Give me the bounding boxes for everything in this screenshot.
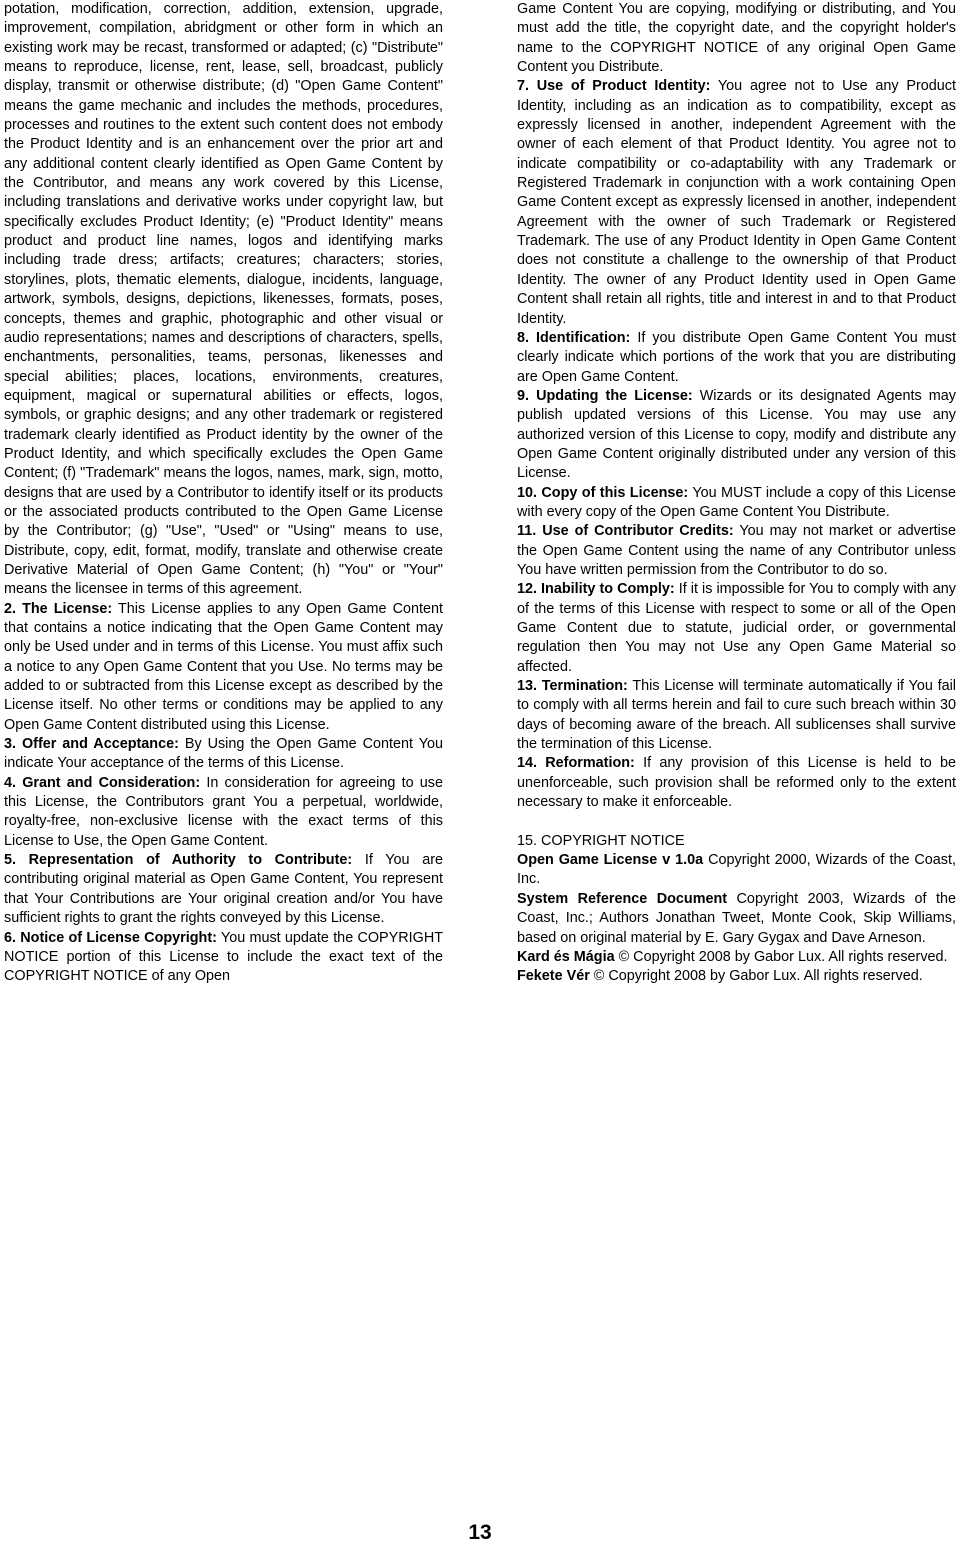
copyright-entry-heading: Open Game License v 1.0a	[517, 852, 704, 869]
section-13-termination: 13. Termination: This License will terminate automatically if You fail to comply with all terms herein and fail to cure such breach within 30 days of becoming aware of the breach. All sublicenses shall survive the termination of this License.	[517, 678, 956, 753]
copyright-entry-ogl: Open Game License v 1.0a Copyright 2000, Wizards of the Coast, Inc.	[517, 852, 956, 888]
copyright-entry-heading: System Reference Document	[517, 890, 728, 907]
section-heading: 7. Use of Product Identity:	[517, 78, 711, 95]
copyright-entry-srd: System Reference Document Copyright 2003, Wizards of the Coast, Inc.; Authors Jonathan Tweet, Monte Cook, Skip Williams, based on original material by E. Gary Gygax and Dave Arneson.	[517, 890, 956, 946]
right-column	[517, 0, 956, 987]
section-7-use-of-product-identity: 7. Use of Product Identity: You agree not to Use any Product Identity, including as an indication as to compatibility, except as expressly licensed in another, independent Agreement with the owner of each element of that Product Identity. You agree not to indicate compatibility or co-adaptability with any Trademark or Registered Trademark in conjunction with a work containing Open Game Content except as expressly licensed in another, independent Agreement with the owner of such Trademark or Registered Trademark. The use of any Product Identity in Open Game Content does not constitute a challenge to the ownership of that Product Identity. The owner of any Product Identity used in Open Game Content shall retain all rights, title and interest in and to that Product Identity.	[517, 78, 956, 327]
section-3-offer-and-acceptance: 3. Offer and Acceptance: By Using the Open Game Content You indicate Your acceptance of the terms of this License.	[4, 736, 443, 772]
copyright-entry-heading: Kard és Mágia	[517, 948, 615, 965]
section-12-inability-to-comply: 12. Inability to Comply: If it is impossible for You to comply with any of the terms of this License with respect to some or all of the Open Game Content due to statute, judicial order, or governmental regulation then You may not Use any Open Game Material so affected.	[517, 581, 956, 675]
section-heading: 9. Updating the License:	[517, 387, 693, 404]
section-heading: 12. Inability to Comply:	[517, 581, 675, 598]
section-10-copy-of-this-license: 10. Copy of this License: You MUST include a copy of this License with every copy of the Open Game Content You Distribute.	[517, 484, 956, 520]
copyright-notice-title: 15. COPYRIGHT NOTICE	[517, 832, 685, 849]
section-heading: 4. Grant and Consideration:	[4, 774, 201, 791]
section-spacer	[517, 812, 956, 831]
section-2-the-license: 2. The License: This License applies to any Open Game Content that contains a notice indicating that the Open Game Content may only be Used under and in terms of this License. You must affix such a notice to any Open Game Content that you Use. No terms may be added to or subtracted from this License except as described by the License itself. No other terms or conditions may be applied to any Open Game Content distributed using this License.	[4, 600, 443, 733]
section-heading: 3. Offer and Acceptance:	[4, 736, 179, 753]
section-9-updating-the-license: 9. Updating the License: Wizards or its designated Agents may publish updated versions of this License. You may use any authorized version of this License to copy, modify and distribute any Open Game Content originally distributed under any version of this License.	[517, 387, 956, 482]
section-8-identification: 8. Identification: If you distribute Open Game Content You must clearly indicate which portions of the work that you are distributing are Open Game Content.	[517, 329, 956, 385]
copyright-entry-kard-es-magia: Kard és Mágia © Copyright 2008 by Gabor Lux. All rights reserved.	[517, 948, 948, 965]
section-heading: 13. Termination:	[517, 678, 628, 695]
section-heading: 11. Use of Contributor Credits:	[517, 523, 734, 540]
section-heading: 2. The License:	[4, 600, 113, 617]
copyright-entry-heading: Fekete Vér	[517, 968, 590, 985]
section-5-representation-of-authority: 5. Representation of Authority to Contribute: If You are contributing original material as Open Game Content, You represent that Your Contributions are Your original creation and/or You have sufficient rights to grant the rights conveyed by this License.	[4, 852, 443, 927]
section-6-notice-of-license-copyright: 6. Notice of License Copyright: You must update the COPYRIGHT NOTICE portion of this License to include the exact text of the COPYRIGHT NOTICE of any Open	[4, 929, 443, 985]
copyright-entry-fekete-ver: Fekete Vér © Copyright 2008 by Gabor Lux. All rights reserved.	[517, 968, 923, 985]
section-11-use-of-contributor-credits: 11. Use of Contributor Credits: You may not market or advertise the Open Game Content using the name of any Contributor unless You have written permission from the Contributor to do so.	[517, 523, 957, 578]
section-heading: 8. Identification:	[517, 329, 631, 346]
page-number: 13	[468, 1521, 492, 1544]
section-14-reformation: 14. Reformation: If any provision of this License is held to be unenforceable, such provision shall be reformed only to the extent necessary to make it enforceable.	[517, 755, 956, 811]
section-4-grant-and-consideration: 4. Grant and Consideration: In consideration for agreeing to use this License, the Contributors grant You a perpetual, worldwide, royalty-free, non-exclusive license with the exact terms of this License to Use, the Open Game Content.	[4, 774, 443, 849]
section-heading: 10. Copy of this License:	[517, 484, 689, 501]
license-definitions-paragraph: potation, modification, correction, addition, extension, upgrade, improvement, compilation, abridgment or other form in which an existing work may be recast, transformed or adapted; (c) "Distribute" means to reproduce, license, rent, lease, sell, broadcast, publicly display, transmit or otherwise distribute; (d) "Open Game Content" means the game mechanic and includes the methods, procedures, processes and routines to the extent such content does not embody the Product Identity and is an enhancement over the prior art and any additional content clearly identified as Open Game Content by the Contributor, and means any work covered by this License, including translations and derivative works under copyright law, but specifically excludes Product Identity; (e) "Product Identity" means product and product line names, logos and identifying marks including trade dress; artifacts; creatures; characters; stories, storylines, plots, thematic elements, dialogue, incidents, language, artwork, symbols, designs, depictions, likenesses, formats, poses, concepts, themes and graphic, photographic and other visual or audio representations; names and descriptions of characters, spells, enchantments, personalities, teams, personas, likenesses and special abilities; places, locations, environments, creatures, equipment, magical or supernatural abilities or effects, logos, symbols, or graphic designs; and any other trademark or registered trademark clearly identified as Product identity by the owner of the Product Identity, and which specifically excludes the Open Game Content; (f) "Trademark" means the logos, names, mark, sign, motto, designs that are used by a Contributor to identify itself or its products or the associated products contributed to the Open Game License by the Contributor; (g) "Use", "Used" or "Using" means to use, Distribute, copy, edit, format, modify, translate and otherwise create Derivative Material of Open Game Content; (h) "You" or "Your" means the licensee in terms of this agreement.	[4, 1, 443, 598]
section-heading: 6. Notice of License Copyright:	[4, 929, 217, 946]
section-6-continuation: Game Content You are copying, modifying or distributing, and You must add the title, the copyright date, and the copyright holder's name to the COPYRIGHT NOTICE of any original Open Game Content you Distribute.	[517, 1, 956, 76]
left-column	[4, 0, 443, 987]
section-heading: 14. Reformation:	[517, 755, 635, 772]
section-heading: 5. Representation of Authority to Contribute:	[4, 852, 353, 869]
